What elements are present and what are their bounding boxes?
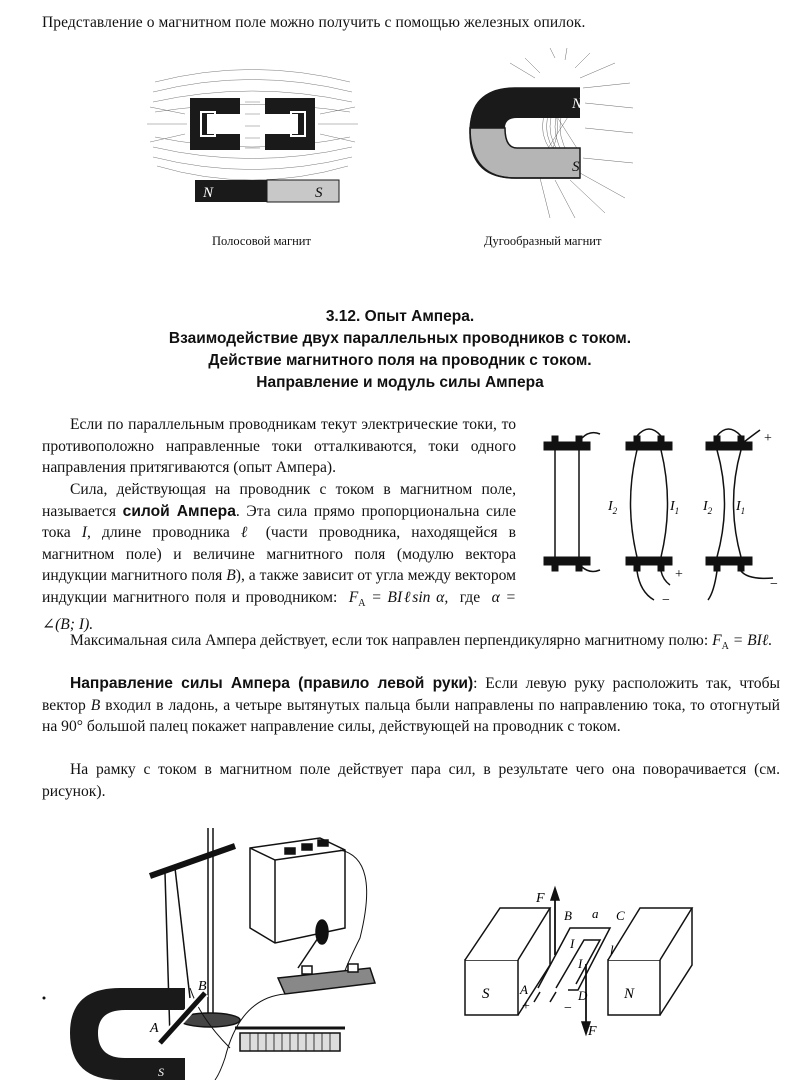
plus-terminal: + [675, 567, 683, 582]
frame-pole-s: S [482, 986, 490, 1002]
apparatus-label-b: B [198, 979, 207, 994]
horseshoe-magnet-caption: Дугообразный магнит [484, 234, 602, 248]
plus-terminal-right: + [764, 431, 772, 446]
apparatus-label-a: A [150, 1021, 159, 1036]
formula-max-force: $F_A$ = BIℓ. [712, 632, 773, 653]
frame-minus: − [564, 1001, 572, 1016]
frame-current-1: I [570, 936, 575, 951]
section-title-line: Взаимодействие двух параллельных проводников с током. [168, 330, 632, 347]
apparatus-pole-s: S [158, 1065, 164, 1079]
term-left-hand-rule: Направление силы Ампера (правило левой руки) [70, 675, 474, 692]
frame-label-b: B [564, 908, 572, 923]
frame-torque-diagram [460, 880, 700, 1040]
ampere-apparatus-figure [40, 818, 405, 1080]
paragraph-frame-torque: На рамку с током в магнитном поле действует пара сил, в результате чего она поворачивается (см. рисунок). [42, 761, 780, 800]
force-label-top: F [536, 891, 545, 906]
horseshoe-pole-s: S [572, 159, 580, 175]
formula-ampere-force: $F_A$ = BIℓsin α, [348, 588, 449, 609]
minus-terminal-right: − [770, 577, 778, 592]
paragraph-left-hand-rule: Направление силы Ампера (правило левой руки): Если левую руку расположить так, чтобы вектор B входил в ладонь, а четыре вытянутых пальца были направлены по направлению тока, то отогнутый на 90° большой палец покажет направление силы, действующей на проводник с током. [42, 675, 780, 735]
paragraph-ampere-force: Сила, действующая на проводник с током в магнитном поле, называется силой Ампера. Эта сила прямо пропорциональна силе тока I, длине проводника ℓ (части проводника, находящейся в магнитном поле) и величине магнитного поля (модулю вектора индукции магнитного поля B), а также зависит от угла между вектором индукции магнитного поля и проводником: $F_A$ = BIℓsin α, где α = ∠(B; I). [42, 481, 517, 634]
force-label-bottom: F [588, 1024, 597, 1039]
bar-pole-s: S [315, 185, 323, 201]
frame-label-a: A [520, 982, 528, 997]
minus-terminal: − [662, 593, 670, 608]
frame-label-l: l [610, 942, 614, 957]
frame-label-c: C [616, 908, 625, 923]
horseshoe-magnet-figure [455, 48, 635, 228]
current-label-i2: $I_2$ [608, 499, 618, 516]
section-heading [0, 306, 800, 394]
section-title-line: Действие магнитного поля на проводник с током. [208, 352, 592, 369]
term-ampere-force: силой Ампера [122, 502, 236, 520]
frame-label-d: D [578, 988, 588, 1003]
frame-label-a-small: a [592, 906, 599, 921]
section-title-line: 3.12. Опыт Ампера. [325, 308, 475, 325]
intro-text: Представление о магнитном поле можно получить с помощью железных опилок. [42, 14, 586, 31]
paragraph-ampere-experiment: Если по параллельным проводникам текут электрические токи, то противоположно направленные токи отталкиваются, токи одного направления притягиваются (опыт Ампера). [42, 416, 516, 476]
bar-magnet-caption: Полосовой магнит [212, 234, 311, 248]
frame-plus: + [522, 999, 530, 1014]
ampere-experiment-diagram [538, 420, 788, 610]
frame-current-2: I [578, 956, 583, 971]
section-title-line: Направление и модуль силы Ампера [256, 374, 544, 391]
current-label-i2-right: $I_2$ [703, 499, 713, 516]
bar-pole-n: N [203, 185, 214, 201]
frame-pole-n: N [624, 986, 635, 1002]
current-label-i1: $I_1$ [670, 499, 680, 516]
current-label-i1-right: $I_1$ [736, 499, 746, 516]
formula-alpha: α = ∠(B; I). [42, 588, 517, 634]
horseshoe-pole-n: N [572, 96, 583, 112]
bar-magnet-figure [145, 62, 360, 207]
paragraph-max-force: Максимальная сила Ампера действует, если ток направлен перпендикулярно магнитному полю: $F_A$ = BIℓ. [70, 632, 773, 653]
